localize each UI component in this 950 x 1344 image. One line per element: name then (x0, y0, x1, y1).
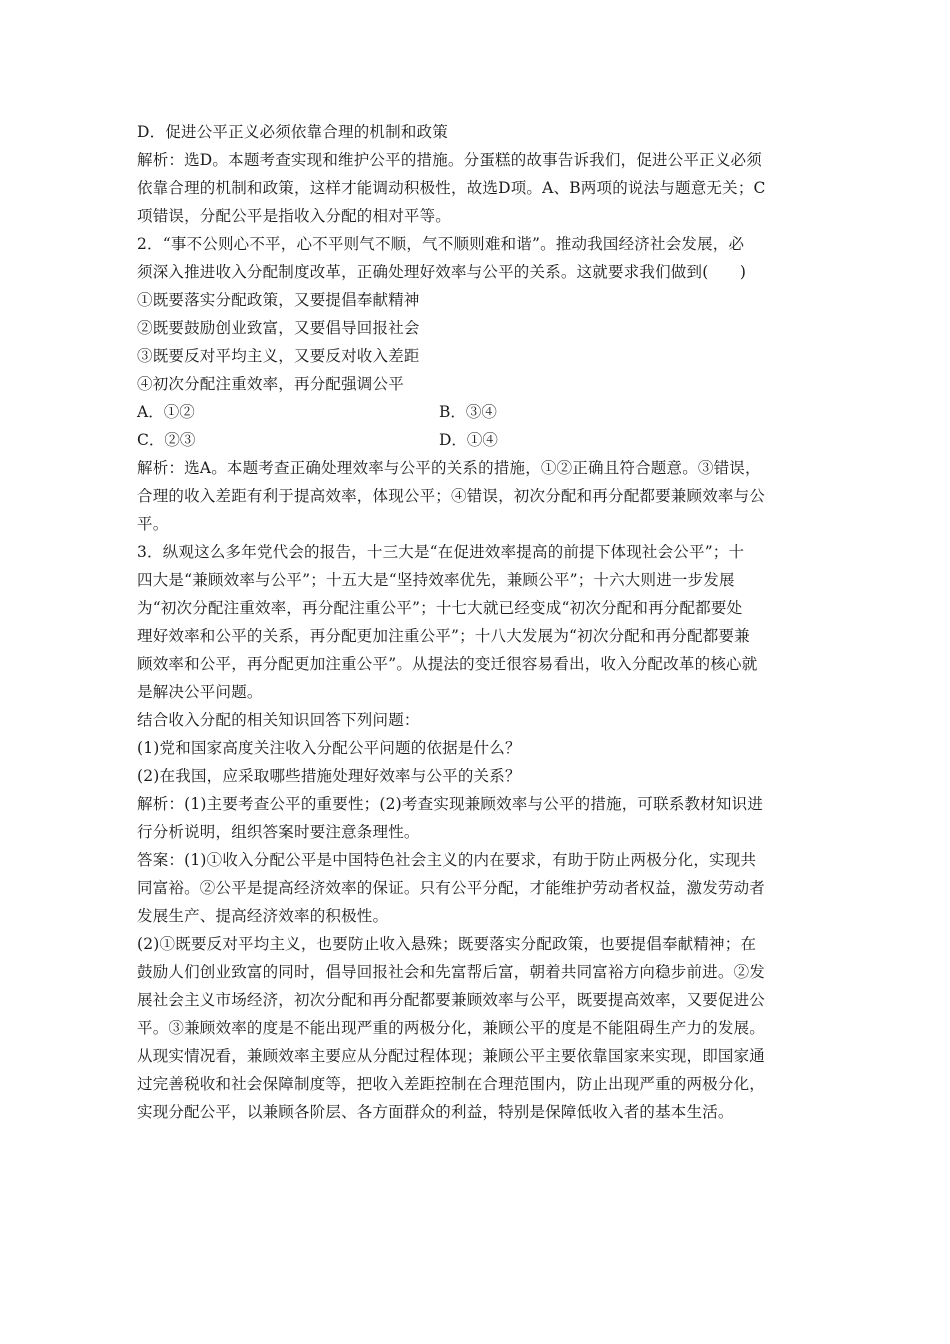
question-3-line: 为“初次分配注重效率，再分配注重公平”；十七大就已经变成“初次分配和再分配都要处 (137, 599, 743, 617)
option-b: B．③④ (439, 403, 497, 421)
text-line: 解析：选A。本题考查正确处理效率与公平的关系的措施，①②正确且符合题意。③错误， (137, 459, 761, 477)
text-line: 合理的收入差距有利于提高效率，体现公平；④错误，初次分配和再分配都要兼顾效率与公 (137, 487, 766, 505)
question-3-line: 四大是“兼顾效率与公平”；十五大是“坚持效率优先，兼顾公平”；十六大则进一步发展 (137, 571, 735, 589)
question-2-line: 2．“事不公则心不平，心不平则气不顺，气不顺则难和谐”。推动我国经济社会发展，必 (137, 235, 745, 253)
answer-line: 展社会主义市场经济，初次分配和再分配都要兼顾效率与公平，既要提高效率，又要促进公 (137, 991, 766, 1009)
question-2-line: 须深入推进收入分配制度改革，正确处理好效率与公平的关系。这就要求我们做到( ) (137, 263, 747, 281)
text-line: 项错误，分配公平是指收入分配的相对平等。 (137, 207, 452, 225)
option-d: D．①④ (439, 431, 498, 449)
question-3-line: 顾效率和公平，再分配更加注重公平”。从提法的变迁很容易看出，收入分配改革的核心就 (137, 655, 758, 673)
answer-line: 鼓励人们创业致富的同时，倡导回报社会和先富帮后富，朝着共同富裕方向稳步前进。②发 (137, 963, 766, 981)
option-a: A．①② (137, 403, 195, 421)
text-line: 解析：选D。本题考查实现和维护公平的措施。分蛋糕的故事告诉我们，促进公平正义必须 (137, 151, 762, 169)
text-line: 依靠合理的机制和政策，这样才能调动积极性，故选D项。A、B两项的说法与题意无关；C (137, 179, 766, 197)
statement-3: ③既要反对平均主义，又要反对收入差距 (137, 347, 420, 365)
document-body (137, 118, 817, 1126)
line-group-bottom (137, 454, 817, 1126)
question-3-line: 3．纵观这么多年党代会的报告，十三大是“在促进效率提高的前提下体现社会公平”；十 (137, 543, 745, 561)
answer-line: 从现实情况看，兼顾效率主要应从分配过程体现；兼顾公平主要依靠国家来实现，即国家通 (137, 1047, 766, 1065)
text-line: 结合收入分配的相关知识回答下列问题： (137, 711, 420, 729)
answer-line: 同富裕。②公平是提高经济效率的保证。只有公平分配，才能维护劳动者权益，激发劳动者 (137, 879, 766, 897)
line-group-top (137, 118, 817, 398)
option-row (137, 426, 817, 454)
answer-line: 答案：(1)①收入分配公平是中国特色社会主义的内在要求，有助于防止两极分化，实现共 (137, 851, 757, 869)
answer-line: 过完善税收和社会保障制度等，把收入差距控制在合理范围内，防止出现严重的两极分化， (137, 1075, 766, 1093)
sub-question-2: (2)在我国，应采取哪些措施处理好效率与公平的关系？ (137, 767, 521, 785)
text-line: D．促进公平正义必须依靠合理的机制和政策 (137, 123, 448, 141)
statement-4: ④初次分配注重效率，再分配强调公平 (137, 375, 404, 393)
option-row (137, 398, 817, 426)
answer-line: 发展生产、提高经济效率的积极性。 (137, 907, 389, 925)
sub-question-1: (1)党和国家高度关注收入分配公平问题的依据是什么？ (137, 739, 521, 757)
text-line: 解析：(1)主要考查公平的重要性；(2)考查实现兼顾效率与公平的措施，可联系教材知识进 (137, 795, 764, 813)
option-c: C．②③ (137, 431, 196, 449)
answer-line: (2)①既要反对平均主义，也要防止收入悬殊；既要落实分配政策，也要提倡奉献精神；在 (137, 935, 757, 953)
question-3-line: 是解决公平问题。 (137, 683, 263, 701)
answer-line: 实现分配公平，以兼顾各阶层、各方面群众的利益，特别是保障低收入者的基本生活。 (137, 1103, 734, 1121)
text-line: 平。 (137, 515, 169, 533)
question-3-line: 理好效率和公平的关系，再分配更加注重公平”；十八大发展为“初次分配和再分配都要兼 (137, 627, 750, 645)
answer-line: 平。③兼顾效率的度是不能出现严重的两极分化，兼顾公平的度是不能阻碍生产力的发展。 (137, 1019, 766, 1037)
statement-1: ①既要落实分配政策，又要提倡奉献精神 (137, 291, 420, 309)
text-line: 行分析说明，组织答案时要注意条理性。 (137, 823, 420, 841)
statement-2: ②既要鼓励创业致富，又要倡导回报社会 (137, 319, 420, 337)
